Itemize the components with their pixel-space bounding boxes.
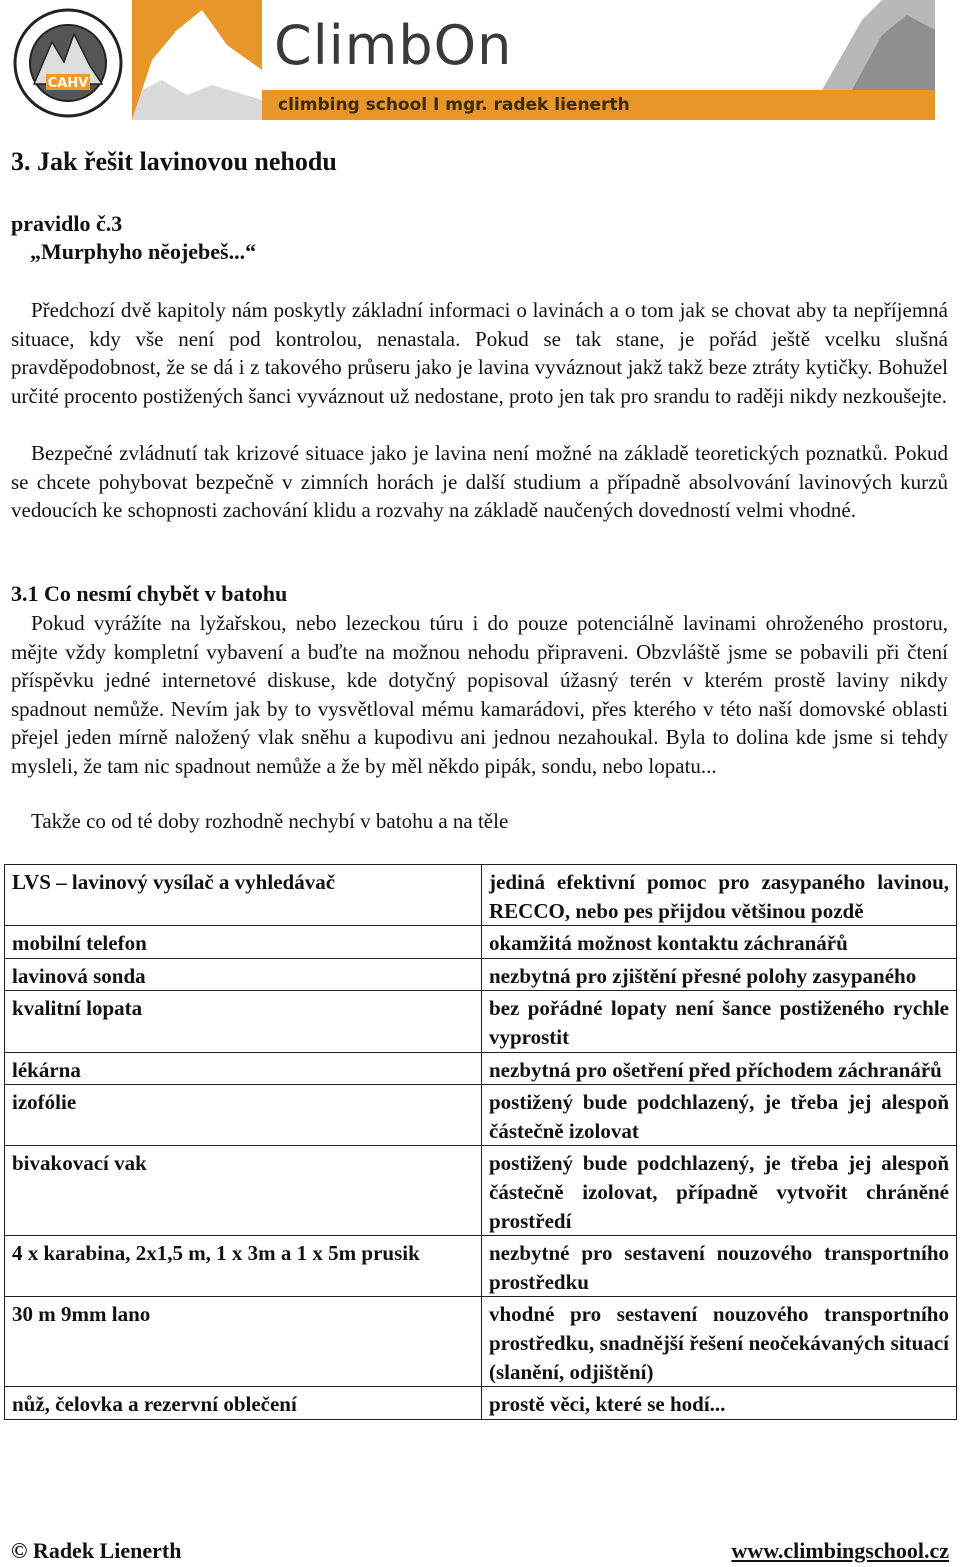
subsection-paragraph-text: Pokud vyrážíte na lyžařskou, nebo lezeckou túru i do pouze potenciálně lavinami ohroženého prostoru, mějte vždy kompletní vybavení a buďte na možnou nehodu připraveni. Obzvláště jsme se pobavili při čtení příspěvku jedné internetové diskuse, kde dotyčný popisoval úžasný terén v kterém prostě laviny nikdy spadnout nemůže. Nevím jak by to vysvětloval mému kamarádovi, přes kterého v této naší domovské oblasti přejel jeden mírně naložený vlak sněhu a kupodivu ani jednou nezahoukal. Byla to dolina kde jsme si tehdy mysleli, že tam nic spadnout nemůže a že by měl někdo pipák, sondu, nebo lopatu...: [11, 611, 948, 778]
gear-item: bivakovací vak: [5, 1146, 482, 1236]
list-intro: Takže co od té doby rozhodně nechybí v batohu a na těle: [31, 809, 509, 833]
gear-description: nezbytné pro sestavení nouzového transportního prostředku: [482, 1236, 957, 1297]
table-row: [5, 865, 957, 926]
subsection-title: 3.1 Co nesmí chybět v batohu: [11, 581, 288, 606]
table-row: [5, 1146, 957, 1236]
brand-tagline: climbing school I mgr. radek lienerth: [278, 95, 630, 115]
gear-item: LVS – lavinový vysílač a vyhledávač: [5, 865, 482, 926]
rock-photo: [822, 0, 935, 90]
footer-author: © Radek Lienerth: [11, 1538, 182, 1563]
footer-website-link[interactable]: www.climbingschool.cz: [731, 1538, 949, 1563]
gear-item: 4 x karabina, 2x1,5 m, 1 x 3m a 1 x 5m prusik: [5, 1236, 482, 1297]
gear-description: postižený bude podchlazený, je třeba jej alespoň částečně izolovat, případně vytvořit chráněné prostředí: [482, 1146, 957, 1236]
gear-item: kvalitní lopata: [5, 991, 482, 1052]
subsection-paragraph: [11, 609, 948, 781]
svg-text:CAHV: CAHV: [47, 76, 89, 91]
gear-item: 30 m 9mm lano: [5, 1297, 482, 1387]
gear-description: postižený bude podchlazený, je třeba jej alespoň částečně izolovat: [482, 1085, 957, 1146]
section-title: 3. Jak řešit lavinovou nehodu: [11, 147, 337, 176]
mountain-icon: [132, 0, 262, 120]
table-row: [5, 926, 957, 959]
second-paragraph-text: Bezpečné zvládnutí tak krizové situace jako je lavina není možné na základě teoretických poznatků. Pokud se chcete pohybovat bezpečně v zimních horách je další studium a případně absolvování lavinových kurzů vedoucích ke schopnosti zachování klidu a rozvahy na základě naučených dovedností velmi vhodné.: [11, 441, 948, 523]
rule-text: „Murphyho nĕojebeš...“: [30, 239, 257, 264]
table-row: [5, 1297, 957, 1387]
gear-item: izofólie: [5, 1085, 482, 1146]
gear-table: [4, 864, 957, 1420]
table-row: [5, 991, 957, 1052]
gear-description: nezbytná pro zjištění přesné polohy zasypaného: [482, 958, 957, 991]
intro-paragraph: [11, 296, 948, 410]
rule-label: pravidlo č.3: [11, 211, 123, 236]
brand-name: ClimbOn: [274, 14, 513, 77]
table-row: [5, 1085, 957, 1146]
cahv-seal-logo: [12, 4, 124, 122]
gear-item: lékárna: [5, 1052, 482, 1085]
gear-description: okamžitá možnost kontaktu záchranářů: [482, 926, 957, 959]
table-row: [5, 1387, 957, 1420]
gear-description: jediná efektivní pomoc pro zasypaného lavinou, RECCO, nebo pes přijdou většinou pozdě: [482, 865, 957, 926]
page-header: [0, 0, 960, 124]
gear-item: nůž, čelovka a rezervní oblečení: [5, 1387, 482, 1420]
table-row: [5, 958, 957, 991]
gear-description: nezbytná pro ošetření před příchodem záchranářů: [482, 1052, 957, 1085]
table-row: [5, 1236, 957, 1297]
gear-description: bez pořádné lopaty není šance postiženého rychle vyprostit: [482, 991, 957, 1052]
table-row: [5, 1052, 957, 1085]
gear-item: mobilní telefon: [5, 926, 482, 959]
gear-description: prostě věci, které se hodí...: [482, 1387, 957, 1420]
gear-item: lavinová sonda: [5, 958, 482, 991]
gear-description: vhodné pro sestavení nouzového transportního prostředku, snadnější řešení neočekávaných situací (slanění, odjištění): [482, 1297, 957, 1387]
second-paragraph: [11, 439, 948, 525]
intro-paragraph-text: Předchozí dvě kapitoly nám poskytly základní informaci o lavinách a o tom jak se chovat aby ta nepříjemná situace, kdy vše není pod kontrolou, nenastala. Pokud se tak stane, je pořád ještě vcelku slušná pravděpodobnost, že se dá i z takového průseru jako je lavina vyváznout jakž takž beze ztráty kytičky. Bohužel určité procento postižených šanci vyváznout už nedostane, proto jen tak pro srandu to raději nikdy nezkoušejte.: [11, 298, 948, 408]
climbon-banner: [132, 0, 935, 124]
